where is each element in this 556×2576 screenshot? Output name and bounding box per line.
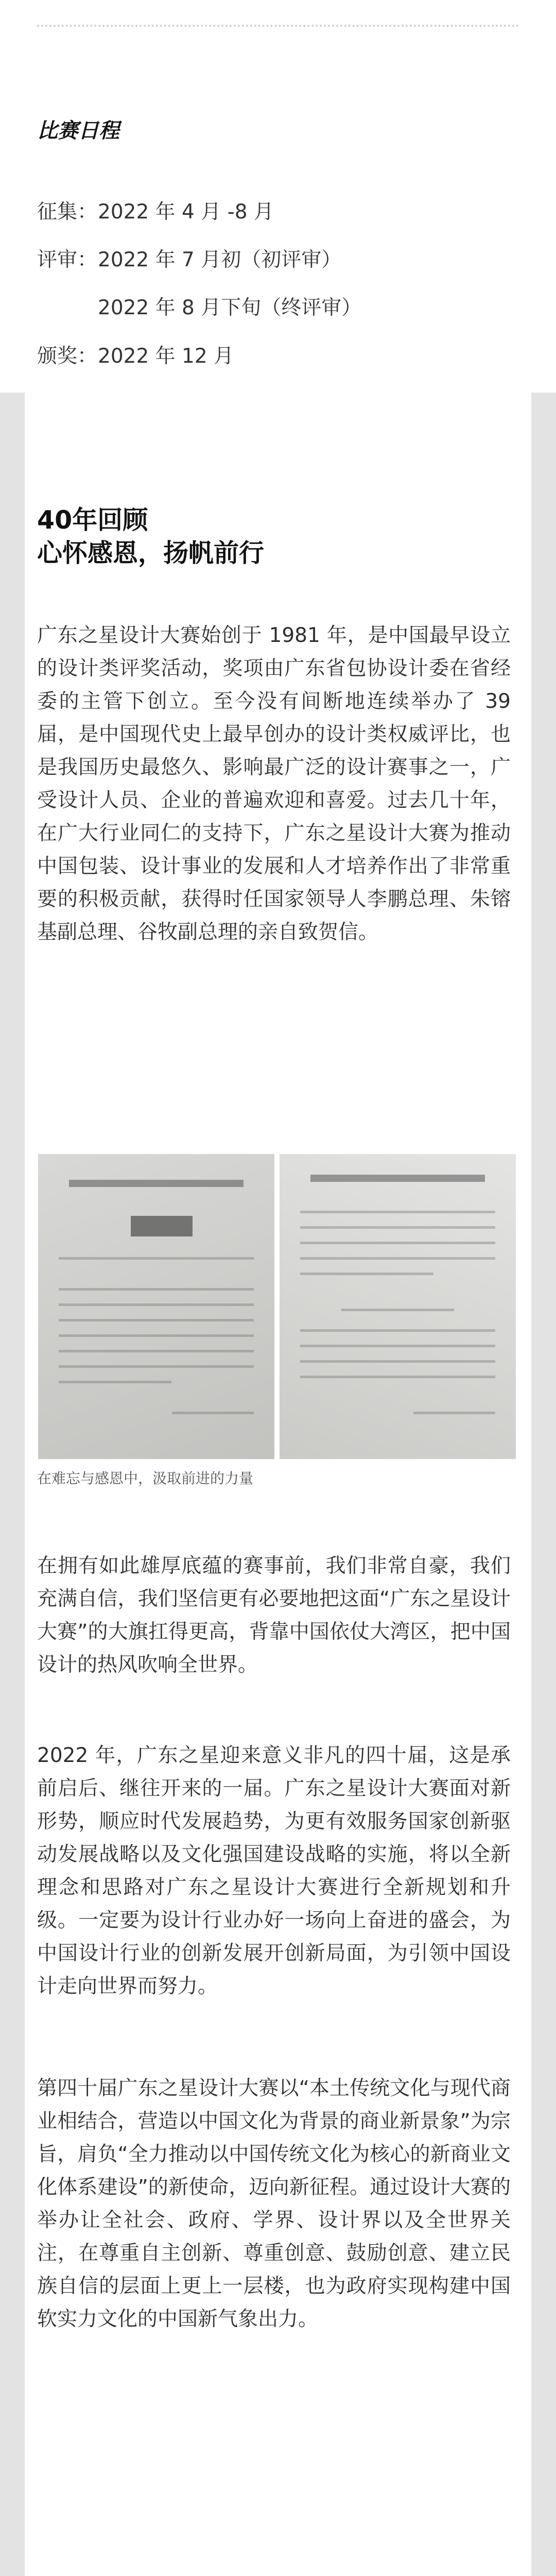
photo-caption: 在难忘与感恩中，汲取前进的力量 <box>37 1470 254 1487</box>
schedule-row-collect <box>37 196 274 225</box>
paragraph-mission: 第四十届广东之星设计大赛以“本土传统文化与现代商业相结合，营造以中国文化为背景的商业新景象”为宗旨，肩负“全力推动以中国传统文化为核心的新商业文化体系建设”的新使命，迈向新征程。通过设计大赛的举办让全社会、政府、学界、设计界以及全世界关注，在尊重自主创新、尊重创意、鼓励创意、建立民族自信的层面上更上一层楼，也为政府实现构建中国软实力文化的中国新气象出力。 <box>37 2077 511 2331</box>
retrospect-background <box>0 393 556 2576</box>
schedule-section <box>0 0 556 393</box>
schedule-value: 2022 年 8 月下旬（终评审） <box>98 296 362 319</box>
document-left-image <box>38 1154 274 1459</box>
document-right-image <box>280 1154 516 1459</box>
retrospect-card <box>25 393 531 2576</box>
paragraph-confidence: 在拥有如此雄厚底蕴的赛事前，我们非常自豪，我们充满自信，我们坚信更有必要地把这面“广东之星设计大赛”的大旗扛得更高，背靠中国依仗大湾区，把中国设计的热风吹响全世界。 <box>37 1554 511 1676</box>
paragraph-fortieth: 2022 年，广东之星迎来意义非凡的四十届，这是承前启后、继往开来的一届。广东之星设计大赛面对新形势，顺应时代发展趋势，为更有效服务国家创新驱动发展战略以及文化强国建设战略的实施，将以全新理念和思路对广东之星设计大赛进行全新规划和升级。一定要为设计行业办好一场向上奋进的盛会，为中国设计行业的创新发展开创新局面，为引领中国设计走向世界而努力。 <box>37 1744 511 1998</box>
historical-documents-photo <box>38 1154 516 1459</box>
retrospect-title-line1: 40年回顾 <box>37 505 148 535</box>
retrospect-title <box>37 504 264 570</box>
paragraph-history: 广东之星设计大赛始创于 1981 年，是中国最早设立的设计类评奖活动，奖项由广东省包协设计委在省经委的主管下创立。至今没有间断地连续举办了 39 届，是中国现代史上最早创办的设计类权威评比，也是我国历史最悠久、影响最广泛的设计赛事之一，广受设计人员、企业的普遍欢迎和喜爱。过去几十年，在广大行业同仁的支持下，广东之星设计大赛为推动中国包装、设计事业的发展和人才培养作出了非常重要的积极贡献，获得时任国家领导人李鹏总理、朱镕基副总理、谷牧副总理的亲自致贺信。 <box>37 624 511 944</box>
schedule-label: 颁奖： <box>37 345 98 368</box>
schedule-value: 2022 年 7 月初（初评审） <box>98 248 342 272</box>
retrospect-title-line2: 心怀感恩，扬帆前行 <box>37 538 265 568</box>
schedule-row-final-review <box>98 292 361 320</box>
dotted-divider <box>37 25 519 27</box>
schedule-value: 2022 年 4 月 -8 月 <box>98 200 274 224</box>
schedule-value: 2022 年 12 月 <box>98 345 234 368</box>
schedule-row-review <box>37 244 341 273</box>
schedule-label: 征集： <box>37 200 98 224</box>
schedule-label: 评审： <box>37 248 98 272</box>
schedule-title: 比赛日程 <box>37 119 119 143</box>
schedule-row-award <box>37 340 234 369</box>
